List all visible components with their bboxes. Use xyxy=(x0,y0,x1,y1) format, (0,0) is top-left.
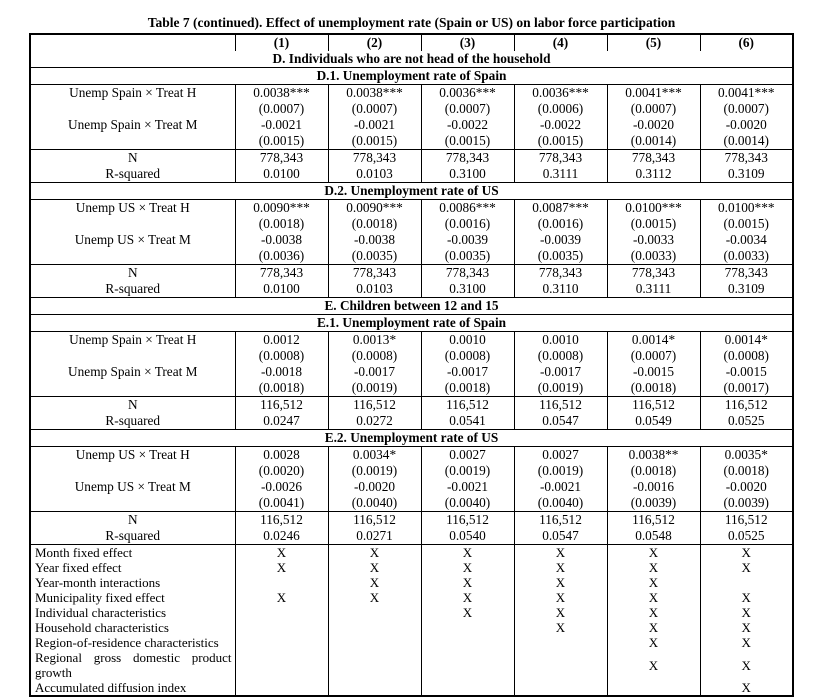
control-mark-cell: X xyxy=(328,545,421,561)
stat-cell: 116,512 xyxy=(328,512,421,529)
control-mark-cell: X xyxy=(235,545,328,561)
coef-cell: -0.0017 xyxy=(328,364,421,380)
stat-cell: 116,512 xyxy=(700,512,793,529)
control-mark-cell xyxy=(514,650,607,680)
control-mark-cell: X xyxy=(700,560,793,575)
row-label-spacer xyxy=(30,34,235,51)
column-header: (6) xyxy=(700,34,793,51)
coef-cell: -0.0020 xyxy=(328,479,421,495)
coef-cell: (0.0015) xyxy=(700,216,793,232)
control-mark-cell: X xyxy=(421,590,514,605)
subpanel-header: D.1. Unemployment rate of Spain xyxy=(30,68,793,85)
stat-cell: 778,343 xyxy=(421,150,514,167)
control-mark-cell: X xyxy=(328,575,421,590)
control-label: Regional gross domestic product growth xyxy=(35,650,232,680)
row-label: Unemp Spain × Treat M xyxy=(68,364,198,379)
control-mark-cell: X xyxy=(700,545,793,561)
coef-cell: (0.0033) xyxy=(607,248,700,265)
row-label xyxy=(30,101,235,117)
control-label: Accumulated diffusion index xyxy=(35,680,187,695)
coef-cell: 0.0012 xyxy=(235,332,328,349)
coef-cell: -0.0021 xyxy=(421,479,514,495)
coef-cell: 0.0034* xyxy=(328,447,421,464)
coef-cell: (0.0018) xyxy=(235,380,328,397)
coef-cell: (0.0035) xyxy=(328,248,421,265)
control-mark-cell xyxy=(235,605,328,620)
control-label: Region-of-residence characteristics xyxy=(35,635,219,650)
stat-cell: 0.0100 xyxy=(235,281,328,298)
coef-cell: (0.0019) xyxy=(514,380,607,397)
coef-cell: (0.0017) xyxy=(700,380,793,397)
coef-cell: (0.0018) xyxy=(607,463,700,479)
control-mark-cell: X xyxy=(514,545,607,561)
control-mark-cell: X xyxy=(514,575,607,590)
control-mark-cell xyxy=(421,680,514,696)
coef-cell: 0.0010 xyxy=(514,332,607,349)
coef-cell: (0.0016) xyxy=(514,216,607,232)
control-mark-cell xyxy=(235,650,328,680)
coef-cell: -0.0020 xyxy=(607,117,700,133)
coef-cell: 0.0100*** xyxy=(700,200,793,217)
coef-cell: (0.0018) xyxy=(421,380,514,397)
stat-label: R-squared xyxy=(30,413,235,430)
stat-label: N xyxy=(127,512,138,527)
coef-cell: -0.0018 xyxy=(235,364,328,380)
coef-cell: 0.0038*** xyxy=(328,85,421,102)
control-mark-cell xyxy=(328,620,421,635)
stat-cell: 0.0100 xyxy=(235,166,328,183)
subpanel-header: E.1. Unemployment rate of Spain xyxy=(30,315,793,332)
stat-cell: 778,343 xyxy=(328,265,421,282)
stat-label: R-squared xyxy=(30,166,235,183)
coef-cell: 0.0010 xyxy=(421,332,514,349)
stat-cell: 0.0103 xyxy=(328,281,421,298)
coef-cell: (0.0019) xyxy=(421,463,514,479)
panel-header: D. Individuals who are not head of the household xyxy=(30,51,793,68)
coef-cell: (0.0007) xyxy=(235,101,328,117)
coef-cell: (0.0018) xyxy=(607,380,700,397)
coef-cell: -0.0015 xyxy=(607,364,700,380)
control-mark-cell: X xyxy=(514,590,607,605)
control-mark-cell: X xyxy=(514,605,607,620)
stat-cell: 0.0272 xyxy=(328,413,421,430)
stat-cell: 0.0541 xyxy=(421,413,514,430)
stat-label: R-squared xyxy=(30,528,235,545)
stat-cell: 778,343 xyxy=(421,265,514,282)
coef-cell: (0.0039) xyxy=(607,495,700,512)
coef-cell: 0.0014* xyxy=(700,332,793,349)
coef-cell: 0.0027 xyxy=(421,447,514,464)
coef-cell: (0.0040) xyxy=(328,495,421,512)
control-mark-cell: X xyxy=(607,560,700,575)
control-mark-cell: X xyxy=(607,590,700,605)
coef-cell: (0.0018) xyxy=(328,216,421,232)
stat-cell: 0.0525 xyxy=(700,528,793,545)
row-label: Unemp US × Treat M xyxy=(74,479,191,494)
coef-cell: 0.0087*** xyxy=(514,200,607,217)
stat-cell: 0.0103 xyxy=(328,166,421,183)
stat-cell: 0.0246 xyxy=(235,528,328,545)
control-mark-cell xyxy=(421,635,514,650)
column-header: (2) xyxy=(328,34,421,51)
stat-cell: 116,512 xyxy=(421,397,514,414)
coef-cell: (0.0007) xyxy=(421,101,514,117)
coef-cell: 0.0036*** xyxy=(421,85,514,102)
control-mark-cell xyxy=(421,620,514,635)
stat-cell: 116,512 xyxy=(700,397,793,414)
coef-cell: (0.0020) xyxy=(235,463,328,479)
control-mark-cell xyxy=(235,635,328,650)
table-title: Table 7 (continued). Effect of unemployment rate (Spain or US) on labor force participation xyxy=(147,15,676,30)
coef-cell: 0.0035* xyxy=(700,447,793,464)
control-mark-cell: X xyxy=(421,545,514,561)
stat-cell: 116,512 xyxy=(607,512,700,529)
control-mark-cell xyxy=(421,650,514,680)
row-label: Unemp Spain × Treat H xyxy=(69,332,197,347)
coef-cell: (0.0019) xyxy=(514,463,607,479)
control-mark-cell: X xyxy=(700,635,793,650)
subpanel-header: E.2. Unemployment rate of US xyxy=(30,430,793,447)
coef-cell: (0.0006) xyxy=(514,101,607,117)
control-mark-cell: X xyxy=(421,560,514,575)
coef-cell: 0.0090*** xyxy=(235,200,328,217)
control-mark-cell: X xyxy=(700,650,793,680)
control-mark-cell xyxy=(700,575,793,590)
control-mark-cell xyxy=(328,650,421,680)
coef-cell: (0.0016) xyxy=(421,216,514,232)
control-mark-cell: X xyxy=(421,575,514,590)
control-mark-cell xyxy=(235,680,328,696)
coef-cell: (0.0018) xyxy=(235,216,328,232)
control-label: Year fixed effect xyxy=(35,560,122,575)
stat-cell: 116,512 xyxy=(235,397,328,414)
stat-cell: 116,512 xyxy=(235,512,328,529)
control-mark-cell xyxy=(607,680,700,696)
coef-cell: -0.0021 xyxy=(235,117,328,133)
stat-cell: 0.0548 xyxy=(607,528,700,545)
control-mark-cell: X xyxy=(607,620,700,635)
coef-cell: 0.0036*** xyxy=(514,85,607,102)
stat-cell: 778,343 xyxy=(700,265,793,282)
control-mark-cell: X xyxy=(607,605,700,620)
coef-cell: 0.0038** xyxy=(607,447,700,464)
stat-cell: 778,343 xyxy=(235,265,328,282)
stat-cell: 778,343 xyxy=(607,150,700,167)
control-label: Year-month interactions xyxy=(35,575,161,590)
coef-cell: 0.0027 xyxy=(514,447,607,464)
row-label: Unemp Spain × Treat H xyxy=(69,85,197,100)
coef-cell: (0.0018) xyxy=(700,463,793,479)
coef-cell: (0.0007) xyxy=(607,101,700,117)
coef-cell: (0.0008) xyxy=(235,348,328,364)
stat-cell: 116,512 xyxy=(607,397,700,414)
coef-cell: -0.0016 xyxy=(607,479,700,495)
coef-cell: -0.0020 xyxy=(700,479,793,495)
coef-cell: -0.0033 xyxy=(607,232,700,248)
control-label: Household characteristics xyxy=(35,620,169,635)
coef-cell: -0.0015 xyxy=(700,364,793,380)
row-label xyxy=(30,133,235,150)
row-label xyxy=(30,380,235,397)
stat-cell: 778,343 xyxy=(328,150,421,167)
row-label: Unemp US × Treat M xyxy=(74,232,191,247)
coef-cell: (0.0015) xyxy=(328,133,421,150)
control-mark-cell: X xyxy=(421,605,514,620)
coef-cell: -0.0026 xyxy=(235,479,328,495)
control-mark-cell: X xyxy=(700,680,793,696)
control-mark-cell: X xyxy=(700,590,793,605)
control-mark-cell: X xyxy=(514,620,607,635)
stat-cell: 778,343 xyxy=(607,265,700,282)
control-mark-cell xyxy=(235,575,328,590)
control-mark-cell: X xyxy=(607,575,700,590)
coef-cell: 0.0086*** xyxy=(421,200,514,217)
coef-cell: (0.0019) xyxy=(328,380,421,397)
coef-cell: (0.0039) xyxy=(700,495,793,512)
column-header: (3) xyxy=(421,34,514,51)
row-label: Unemp US × Treat H xyxy=(75,200,190,215)
stat-cell: 116,512 xyxy=(421,512,514,529)
coef-cell: 0.0090*** xyxy=(328,200,421,217)
stat-cell: 116,512 xyxy=(514,397,607,414)
control-mark-cell xyxy=(235,620,328,635)
row-label xyxy=(30,216,235,232)
stat-label: R-squared xyxy=(30,281,235,298)
panel-header: E. Children between 12 and 15 xyxy=(30,298,793,315)
coef-cell: (0.0033) xyxy=(700,248,793,265)
coef-cell: -0.0021 xyxy=(514,479,607,495)
coef-cell: 0.0100*** xyxy=(607,200,700,217)
stat-cell: 0.3100 xyxy=(421,166,514,183)
coef-cell: -0.0038 xyxy=(235,232,328,248)
control-mark-cell: X xyxy=(607,635,700,650)
coef-cell: (0.0015) xyxy=(421,133,514,150)
coef-cell: (0.0035) xyxy=(421,248,514,265)
control-mark-cell: X xyxy=(328,560,421,575)
control-mark-cell xyxy=(328,680,421,696)
stat-cell: 116,512 xyxy=(514,512,607,529)
stat-label: N xyxy=(127,397,138,412)
coef-cell: -0.0022 xyxy=(514,117,607,133)
stat-cell: 0.3112 xyxy=(607,166,700,183)
coef-cell: (0.0014) xyxy=(607,133,700,150)
stat-cell: 0.3100 xyxy=(421,281,514,298)
row-label: Unemp Spain × Treat M xyxy=(68,117,198,132)
coef-cell: -0.0039 xyxy=(421,232,514,248)
control-label: Individual characteristics xyxy=(35,605,167,620)
control-mark-cell: X xyxy=(235,560,328,575)
coef-cell: (0.0008) xyxy=(514,348,607,364)
coef-cell: 0.0013* xyxy=(328,332,421,349)
control-mark-cell: X xyxy=(700,605,793,620)
coef-cell: (0.0036) xyxy=(235,248,328,265)
control-mark-cell xyxy=(514,635,607,650)
coef-cell: (0.0040) xyxy=(514,495,607,512)
coef-cell: -0.0034 xyxy=(700,232,793,248)
coef-cell: (0.0007) xyxy=(607,348,700,364)
coef-cell: (0.0008) xyxy=(700,348,793,364)
coef-cell: (0.0015) xyxy=(607,216,700,232)
coef-cell: (0.0035) xyxy=(514,248,607,265)
coef-cell: (0.0041) xyxy=(235,495,328,512)
control-label: Municipality fixed effect xyxy=(35,590,165,605)
stat-label: N xyxy=(127,150,138,165)
stat-cell: 778,343 xyxy=(235,150,328,167)
stat-cell: 778,343 xyxy=(700,150,793,167)
coef-cell: 0.0038*** xyxy=(235,85,328,102)
stat-cell: 0.0547 xyxy=(514,528,607,545)
control-mark-cell xyxy=(514,680,607,696)
control-mark-cell: X xyxy=(700,620,793,635)
coef-cell: -0.0017 xyxy=(514,364,607,380)
stat-cell: 0.0547 xyxy=(514,413,607,430)
control-mark-cell: X xyxy=(607,650,700,680)
control-mark-cell xyxy=(328,605,421,620)
coef-cell: (0.0008) xyxy=(421,348,514,364)
stat-cell: 0.0540 xyxy=(421,528,514,545)
coef-cell: -0.0039 xyxy=(514,232,607,248)
control-mark-cell: X xyxy=(235,590,328,605)
control-mark-cell xyxy=(328,635,421,650)
stat-cell: 0.3109 xyxy=(700,166,793,183)
coef-cell: -0.0017 xyxy=(421,364,514,380)
stat-cell: 0.3110 xyxy=(514,281,607,298)
control-mark-cell: X xyxy=(328,590,421,605)
control-label: Month fixed effect xyxy=(35,545,133,560)
stat-cell: 0.0549 xyxy=(607,413,700,430)
stat-cell: 0.0247 xyxy=(235,413,328,430)
row-label: Unemp US × Treat H xyxy=(75,447,190,462)
row-label xyxy=(30,463,235,479)
row-label xyxy=(30,495,235,512)
regression-table xyxy=(29,33,794,697)
column-header: (5) xyxy=(607,34,700,51)
stat-cell: 778,343 xyxy=(514,150,607,167)
coef-cell: (0.0040) xyxy=(421,495,514,512)
control-mark-cell: X xyxy=(607,545,700,561)
column-header: (4) xyxy=(514,34,607,51)
row-label xyxy=(30,248,235,265)
row-label xyxy=(30,348,235,364)
stat-cell: 0.3111 xyxy=(514,166,607,183)
coef-cell: 0.0041*** xyxy=(700,85,793,102)
coef-cell: -0.0038 xyxy=(328,232,421,248)
stat-cell: 0.3111 xyxy=(607,281,700,298)
coef-cell: -0.0021 xyxy=(328,117,421,133)
coef-cell: 0.0028 xyxy=(235,447,328,464)
coef-cell: (0.0014) xyxy=(700,133,793,150)
control-mark-cell: X xyxy=(514,560,607,575)
coef-cell: (0.0007) xyxy=(328,101,421,117)
stat-cell: 0.3109 xyxy=(700,281,793,298)
subpanel-header: D.2. Unemployment rate of US xyxy=(30,183,793,200)
coef-cell: -0.0022 xyxy=(421,117,514,133)
stat-cell: 116,512 xyxy=(328,397,421,414)
coef-cell: 0.0014* xyxy=(607,332,700,349)
coef-cell: (0.0007) xyxy=(700,101,793,117)
column-header: (1) xyxy=(235,34,328,51)
coef-cell: (0.0019) xyxy=(328,463,421,479)
coef-cell: (0.0008) xyxy=(328,348,421,364)
stat-cell: 0.0525 xyxy=(700,413,793,430)
coef-cell: -0.0020 xyxy=(700,117,793,133)
stat-label: N xyxy=(127,265,138,280)
stat-cell: 778,343 xyxy=(514,265,607,282)
table-body xyxy=(30,34,793,696)
stat-cell: 0.0271 xyxy=(328,528,421,545)
coef-cell: 0.0041*** xyxy=(607,85,700,102)
coef-cell: (0.0015) xyxy=(235,133,328,150)
coef-cell: (0.0015) xyxy=(514,133,607,150)
